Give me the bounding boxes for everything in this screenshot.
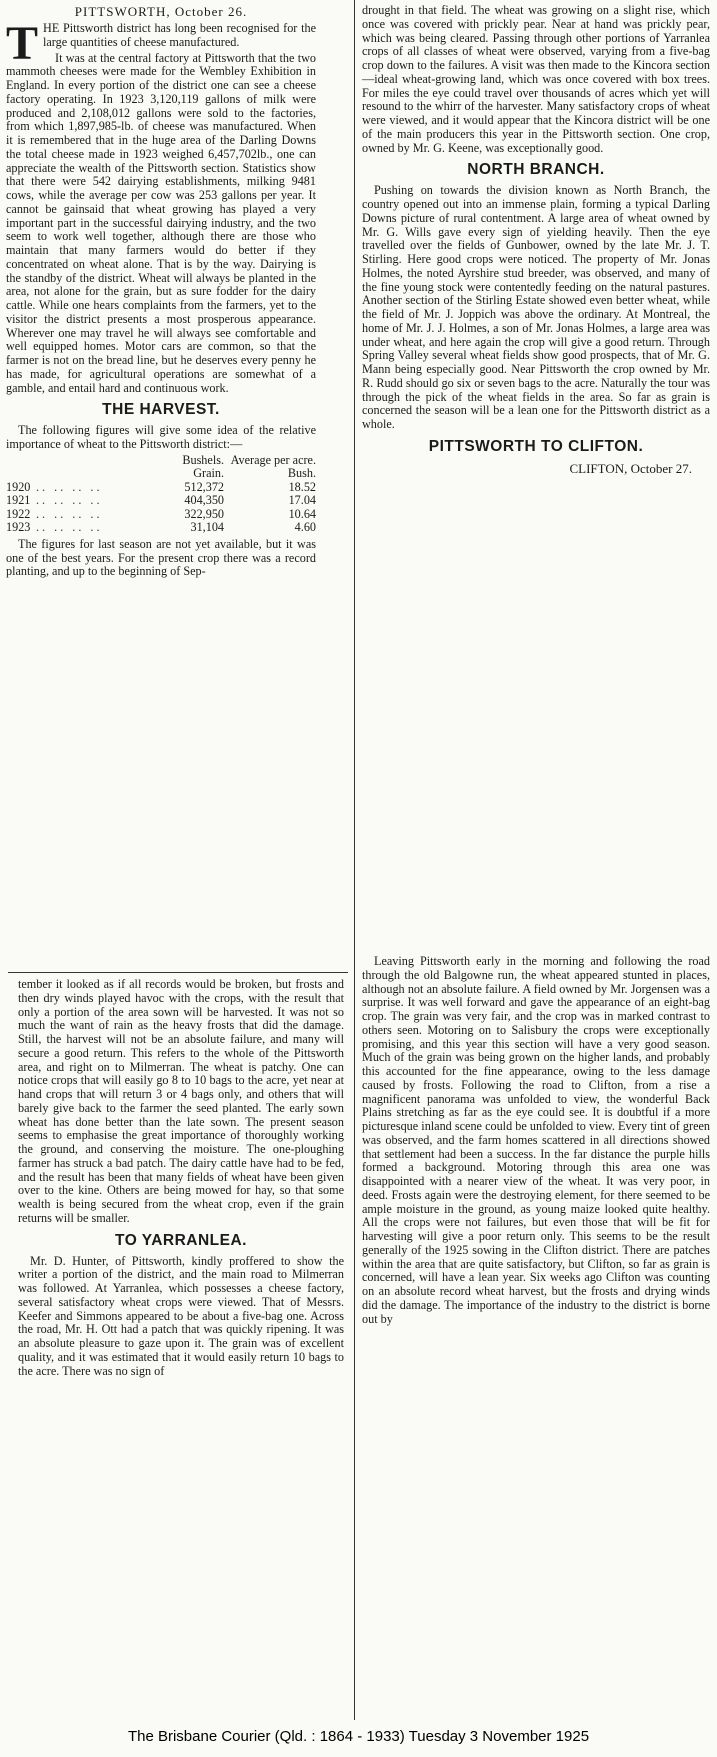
article-paragraph: drought in that field. The wheat was growing on a slight rise, which once was covered with prickly pear. Near at hand was prickly pear, which was being cleared. Passing through other portions of Yarranlea crops of all classes of wheat were observed, varying from a five-bag crop down to the failures. A visit was then made to the Kincora section—ideal wheat-growing land, which was once covered with box trees. For miles the eye could travel over thousands of acres which yet will resound to the whirr of the harvester. Many satisfactory crops of wheat were viewed, and it would appear that the Kincora district will be one of the main producers this year in the Pittsworth section. One crop, owned by Mr. G. Keene, was exceptionally good. (362, 3, 710, 155)
column-rule (354, 0, 355, 1720)
table-cell-average: 17.04 (288, 493, 316, 508)
article-paragraph: It was at the central factory at Pittsworth that the two mammoth cheeses were made for the Wembley Exhibition in England. In every portion of the district one can see a cheese factory operating. In 1923 3,120,119 gallons of milk were produced and 2,108,012 gallons were sold to the factories, from which 1,897,985-lb. of cheese was manufactured. When it is remembered that in the huge area of the Darling Downs the total cheese made in 1923 weighed 6,457,702lb., one can appreciate the wealth of the Pittsworth section. Statistics show that there were 542 dairying establishments, milking 9481 cows, while the average per cow was 253 gallons per year. It cannot be gainsaid that wheat growing has played a very important part in the successful dairying industry, and the two seem to work well together, although there are those who maintain that many farmers would do better if they concentrated on wheat alone. That is by the way. Dairying is the standby of the district. Wheat will always be planted in the area, not alone for the grain, but as sure fodder for the dairy cattle. While one hears complaints from the farmers, yet to the visitor the district presents a most prosperous appearance. Wherever one may travel he will always see comfortable and well equipped homes. Motor cars are common, so that the farmer is not on the bread line, but he deserves every penny he has made, for agricultural operations are somewhat of a gamble, and entail hard and continuous work. (6, 50, 316, 395)
section-heading-clifton: PITTSWORTH TO CLIFTON. (428, 437, 644, 455)
table-cell-year: 1923 (6, 520, 31, 535)
table-cell-average: 18.52 (288, 479, 316, 494)
column-3 (18, 978, 344, 1380)
section-heading-north-branch: NORTH BRANCH. (467, 161, 605, 179)
table-header-row (6, 454, 316, 481)
column-1 (6, 4, 316, 581)
article-paragraph: tember it looked as if all records would be broken, but frosts and then dry winds played havoc with the crops, with the result that only a portion of the area sown will be harvested. It was not so much the want of rain as the heavy frosts that did the damage. Still, the harvest will not be an absolute failure, and many will secure a good return. This refers to the whole of the Pittsworth area, and right on to Milmerran. The wheat is patchy. One can notice crops that will easily go 8 to 10 bags to the acre, yet near at hand crops that will return 3 or 4 bags only, and others that will barely give back to the farmer the seed planted. The early sown wheat has done better than the late sown. The present season seems to emphasise the great importance of thoroughly working the ground, and conserving the moisture. The one-ploughing farmer has struck a bad patch. The dairy cattle have had to be fed, and the result has been that many fields of wheat have been given over to the kine. Others are being mowed for hay, so that some wealth is being secured from the wheat crop, even if the grain returns will be smaller. (18, 977, 344, 1225)
table-cell-bushels: 404,350 (184, 493, 224, 508)
table-cell-bushels: 512,372 (184, 479, 224, 494)
harvest-table (6, 454, 316, 535)
section-heading-yarranlea: TO YARRANLEA. (115, 1231, 247, 1249)
table-cell-year: 1921 (6, 493, 31, 508)
table-dots: .. .. .. .. (36, 520, 103, 535)
table-row (6, 494, 316, 508)
table-row (6, 481, 316, 495)
table-header-average: Average per acre. Bush. (230, 452, 316, 481)
drop-cap: T (6, 17, 39, 70)
table-cell-bushels: 31,104 (190, 520, 224, 535)
table-cell-bushels: 322,950 (184, 506, 224, 521)
table-cell-year: 1922 (6, 506, 31, 521)
dateline-clifton: CLIFTON, October 27. (569, 460, 692, 476)
table-cell-average: 10.64 (288, 506, 316, 521)
article-paragraph: HE Pittsworth district has long been recognised for the large quantities of cheese manufactured. (43, 21, 316, 49)
harvest-intro: The following figures will give some idea of the relative importance of wheat to the Pittsworth district:— (6, 423, 316, 451)
table-cell-year: 1920 (6, 479, 31, 494)
article-paragraph: Leaving Pittsworth early in the morning and following the road through the old Balgowne run, the wheat appeared stunted in places, although not an absolute failure. A field owned by Mr. Jorgensen was a surprise. It was well forward and gave the appearance of an eight-bag crop. The grain was very fair, and the crop was in marked contrast to others seen. Motoring on to Salisbury the crops were exceptionally promising, and this year this section will have a very good season. Much of the grain was being grown on the higher lands, and probably this accounted for the fine appearance, owing to the less damage caused by frosts. Following the road to Clifton, from a rise a magnificent panorama was unfolded to view, the wonderful Back Plains stretching as far as the eye could see. It is doubtful if a more picturesque inland scene could be unfolded to view. Every tint of green was observed, and the farm homes scattered in all directions showed that settlement had been a success. In the far distance the purple hills formed a background. Motoring through this area one was disappointed with a nearer view of the wheat. It was very poor, in deed. Frosts again were the destroying element, for there seemed to be ample moisture in the ground, as young maize looked quite healthy. All the crops were not failures, but even those that will be fit for harvesting will give a poor return only. This seems to be the result generally of the 1925 sowing in the Clifton district. There are patches within the area that are quite satisfactory, but Clifton, so far as grain is concerned, will have a lean year. Six weeks ago Clifton was counting on an absolute record wheat harvest, but the frosts and drying winds did the damage. The importance of the industry to the district is borne out by (362, 954, 710, 1326)
table-dots: .. .. .. .. (36, 506, 103, 521)
table-row (6, 521, 316, 535)
source-caption: The Brisbane Courier (Qld. : 1864 - 1933) Tuesday 3 November 1925 (127, 1728, 590, 1745)
article-paragraph: Pushing on towards the division known as North Branch, the country opened out into an immense plain, forming a typical Darling Downs picture of rural contentment. A large area of wheat owned by Mr. G. Wills gave every sign of yielding heavily. Then the eye travelled over the fields of Gunbower, owned by the late Mr. J. T. Stirling. Here good crops were noticed. The property of Mr. Jonas Holmes, the noted Ayrshire stud breeder, was observed, and many of the fine young stock were contentedly feeding on the natural pastures. Another section of the Stirling Estate showed even better wheat, while the field of Mr. J. Joppich was above the ordinary. At Montreal, the home of Mr. J. J. Holmes, a son of Mr. Jonas Holmes, a large area was under wheat, and here again the crop will give a good return. Through Spring Valley several wheat fields show good prospects, that of Mr. G. Mann being especially good. Near Pittsworth the crop owned by Mr. R. Rudd should go six or seven bags to the acre. Naturally the tour was through the pick of the wheat fields in the area. So far as grain is concerned the season will be a lean one for the Pittsworth district as a whole. (362, 183, 710, 431)
article-paragraph: The figures for last season are not yet available, but it was one of the best years. For the present crop there was a record planting, and up to the beginning of Sep- (6, 536, 316, 579)
column-4 (362, 955, 710, 1328)
table-cell-average: 4.60 (294, 520, 316, 535)
dateline-pittsworth: PITTSWORTH, October 26. (74, 4, 248, 19)
section-heading-harvest: THE HARVEST. (102, 401, 220, 419)
column-2 (362, 4, 710, 476)
table-dots: .. .. .. .. (36, 493, 103, 508)
table-row (6, 508, 316, 522)
table-header-bushels: Bushels. Grain. (182, 452, 224, 481)
table-dots: .. .. .. .. (36, 479, 103, 494)
section-rule (8, 972, 348, 973)
article-paragraph: Mr. D. Hunter, of Pittsworth, kindly proffered to show the writer a portion of the district, and the main road to Milmerran was followed. At Yarranlea, which possesses a cheese factory, several satisfactory wheat crops were viewed. That of Messrs. Keefer and Simmons appeared to be about a five-bag one. Across the road, Mr. H. Ott had a patch that was quickly ripening. It was an absolute pleasure to gaze upon it. The grain was of excellent quality, and it was estimated that it would easily return 10 bags to the acre. There was no sign of (18, 1253, 344, 1378)
